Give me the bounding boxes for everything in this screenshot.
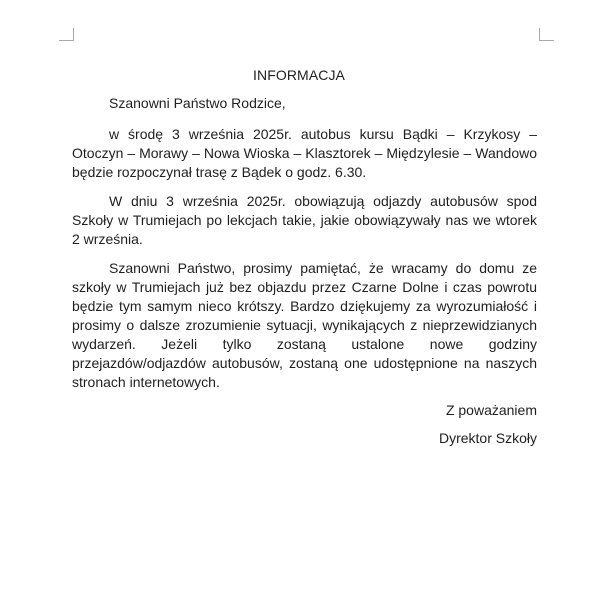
paragraph-departures: W dniu 3 września 2025r. obowiązują odjazdy autobusów spod Szkoły w Trumiejach po lekcjach takie, jakie obowiązywały nas we wtorek 2 września. — [72, 193, 537, 247]
top-right-crop-mark — [539, 28, 554, 41]
closing: Z poważaniem — [445, 402, 537, 418]
document-title: INFORMACJA — [253, 67, 345, 83]
greeting: Szanowni Państwo Rodzice, — [109, 95, 286, 111]
signature: Dyrektor Szkoły — [438, 430, 537, 446]
paragraph-reminder: Szanowni Państwo, prosimy pamiętać, że wracamy do domu ze szkoły w Trumiejach już bez objazdu przez Czarne Dolne i czas powrotu będzie tym samym nieco krótszy. Bardzo dziękujemy za wyrozumiałość i prosimy o dalsze zrozumienie sytuacji, wynikających z nieprzewidzianych wydarzeń. Jeżeli tylko zostaną ustalone nowe godziny przejazdów/odjazdów autobusów, zostaną one udostępnione na naszych stronach internetowych. — [72, 260, 537, 390]
top-left-crop-mark — [59, 28, 74, 41]
paragraph-bus-route: w środę 3 września 2025r. autobus kursu Bądki – Krzykosy – Otoczyn – Morawy – Nowa Wioska – Klasztorek – Międzylesie – Wandowo będzie rozpoczynał trasę z Bądek o godz. 6.30. — [72, 126, 537, 180]
